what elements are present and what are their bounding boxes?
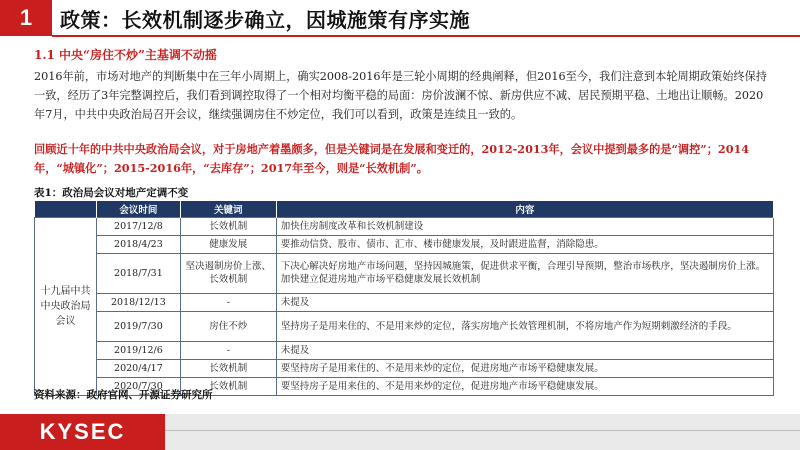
table-row	[35, 359, 774, 377]
table-header-row	[35, 201, 774, 217]
cell-date: 2019/12/6	[96, 341, 180, 359]
table-row	[35, 341, 774, 359]
section-subtitle: 1.1 中央“房住不炒”主基调不动摇	[34, 48, 217, 62]
cell-content: 坚持房子是用来住的、不是用来炒的定位，落实房地产长效管理机制，不将房地产作为短期刺激经济的手段。	[276, 311, 773, 341]
cell-keyword: -	[180, 341, 276, 359]
kysec-logo	[0, 414, 165, 450]
section-number: 1	[0, 0, 52, 36]
header-cell-group	[35, 201, 97, 217]
header-cell-content: 内容	[276, 201, 773, 217]
cell-keyword: 长效机制	[180, 377, 276, 395]
table-row	[35, 293, 774, 311]
cell-date: 2018/4/23	[96, 235, 180, 253]
table-row	[35, 217, 774, 235]
cell-date: 2018/12/13	[96, 293, 180, 311]
cell-date: 2019/7/30	[96, 311, 180, 341]
cell-keyword: 坚决遏制房价上涨、长效机制	[180, 253, 276, 293]
group-label: 十九届中共中央政治局会议	[35, 217, 97, 395]
page-header	[0, 0, 800, 36]
table-row	[35, 311, 774, 341]
logo-text: KYSEC	[39, 419, 126, 444]
cell-keyword: 健康发展	[180, 235, 276, 253]
cell-keyword: 长效机制	[180, 359, 276, 377]
cell-date: 2020/4/17	[96, 359, 180, 377]
body-paragraph-2-highlight: 回顾近十年的中共中央政治局会议，对于房地产着墨颇多，但是关键词是在发展和变迁的，2012-2013年，会议中提到最多的是“调控”；2014年，“城镇化”；2015-2016年，“去库存”；2017年至今，则是“长效机制”。	[34, 142, 750, 175]
cell-keyword: -	[180, 293, 276, 311]
cell-content: 加快住房制度改革和长效机制建设	[276, 217, 773, 235]
cell-content: 要坚持房子是用来住的、不是用来炒的定位，促进房地产市场平稳健康发展。	[276, 359, 773, 377]
cell-content: 要推动信贷、股市、债市、汇市、楼市健康发展，及时跟进监督，消除隐患。	[276, 235, 773, 253]
cell-content: 未提及	[276, 293, 773, 311]
cell-keyword: 长效机制	[180, 217, 276, 235]
cell-date: 2020/7/30	[96, 377, 180, 395]
policy-table	[34, 201, 774, 396]
header-cell-keyword: 关键词	[180, 201, 276, 217]
cell-content: 要坚持房子是用来住的、不是用来炒的定位，促进房地产市场平稳健康发展。	[276, 377, 773, 395]
page-title: 政策：长效机制逐步确立，因城施策有序实施	[60, 8, 470, 32]
title-divider	[52, 35, 800, 37]
header-cell-date: 会议时间	[96, 201, 180, 217]
table-caption: 表1：政治局会议对地产定调不变	[34, 187, 189, 199]
cell-date: 2018/7/31	[96, 253, 180, 293]
body-paragraph-1: 2016年前，市场对地产的判断集中在三年小周期上，确实2008-2016年是三轮小周期的经典阐释，但2016至今，我们注意到本轮周期政策始终保持一致，经历了3年完整调控后，我们看到调控取得了一个相对均衡平稳的局面：房价波澜不惊、新房供应不减、居民预期平稳、土地出让顺畅。2020年7月，中共中央政治局召开会议，继续强调房住不炒定位，我们可以看到，政策是连续且一致的。	[34, 70, 767, 121]
cell-keyword: 房住不炒	[180, 311, 276, 341]
footer-divider	[160, 430, 800, 431]
table-row	[35, 253, 774, 293]
cell-content: 未提及	[276, 341, 773, 359]
cell-date: 2017/12/8	[96, 217, 180, 235]
table-row	[35, 235, 774, 253]
source-note: 资料来源：政府官网、开源证券研究所	[34, 389, 213, 401]
cell-content: 下决心解决好房地产市场问题，坚持因城施策，促进供求平衡，合理引导预期，整治市场秩序，坚决遏制房价上涨。加快建立促进房地产市场平稳健康发展长效机制	[276, 253, 773, 293]
